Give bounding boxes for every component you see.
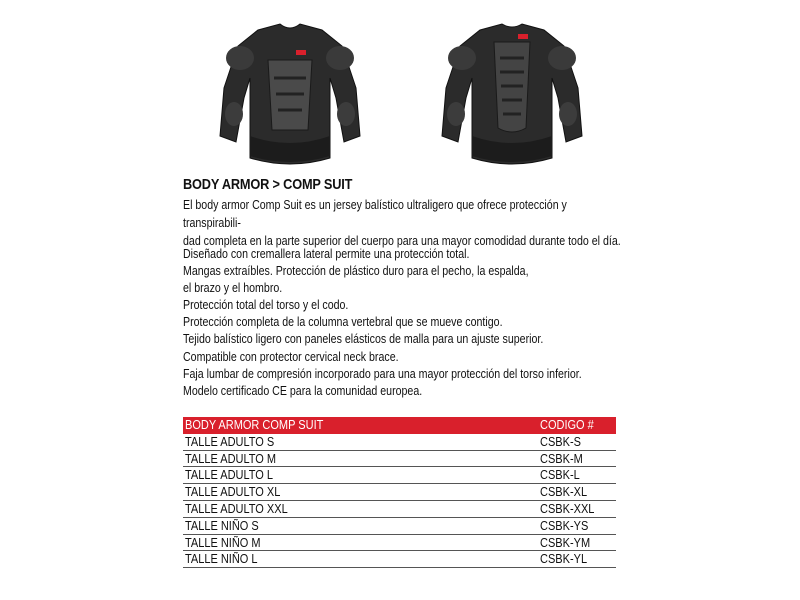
size-name: TALLE NIÑO L [185,552,258,567]
table-row [183,467,616,484]
intro-line: El body armor Comp Suit es un jersey balístico ultraligero que ofrece protección y transpirabili- [183,198,567,230]
product-intro [183,196,625,250]
size-code: CSBK-S [540,434,581,449]
feature-line: Protección total del torso y el codo. [183,298,349,313]
size-table [183,417,616,568]
size-code: CSBK-YM [540,535,591,550]
table-row [183,484,616,501]
size-code: CSBK-M [540,451,583,466]
intro-line: dad completa en la parte superior del cuerpo para una mayor comodidad durante todo el día. [183,234,621,248]
size-name: TALLE NIÑO S [185,518,259,533]
feature-line: Diseñado con cremallera lateral permite una protección total. [183,247,470,261]
table-row [183,451,616,468]
table-row [183,434,616,451]
product-images [210,18,590,178]
feature-line: Tejido balístico ligero con paneles elásticos de malla para un ajuste superior. [183,332,544,347]
feature-list [183,246,625,400]
body-armor-front-image [210,18,370,178]
size-name: TALLE ADULTO XL [185,485,281,500]
size-code: CSBK-L [540,468,580,483]
table-row [183,535,616,552]
header-code: CODIGO # [540,418,594,432]
header-name: BODY ARMOR COMP SUIT [185,418,324,432]
size-name: TALLE ADULTO L [185,468,274,483]
feature-line: Compatible con protector cervical neck brace. [183,349,399,364]
table-row [183,501,616,518]
size-code: CSBK-XL [540,485,588,500]
table-header [183,417,616,434]
feature-line: Faja lumbar de compresión incorporado para una mayor protección del torso inferior. [183,366,582,381]
feature-line: Modelo certificado CE para la comunidad europea. [183,383,423,398]
size-name: TALLE NIÑO M [185,535,261,550]
size-name: TALLE ADULTO S [185,434,275,449]
size-name: TALLE ADULTO XXL [185,501,288,516]
feature-line: Protección completa de la columna vertebral que se mueve contigo. [183,315,503,330]
size-code: CSBK-XXL [540,501,595,516]
table-row [183,518,616,535]
size-name: TALLE ADULTO M [185,451,277,466]
size-code: CSBK-YL [540,552,588,567]
table-row [183,551,616,568]
feature-line: Mangas extraíbles. Protección de plástico duro para el pecho, la espalda, [183,264,529,279]
feature-line: el brazo y el hombro. [183,281,283,296]
body-armor-back-image [432,18,592,178]
size-code: CSBK-YS [540,518,589,533]
product-title: BODY ARMOR > COMP SUIT [183,176,353,193]
